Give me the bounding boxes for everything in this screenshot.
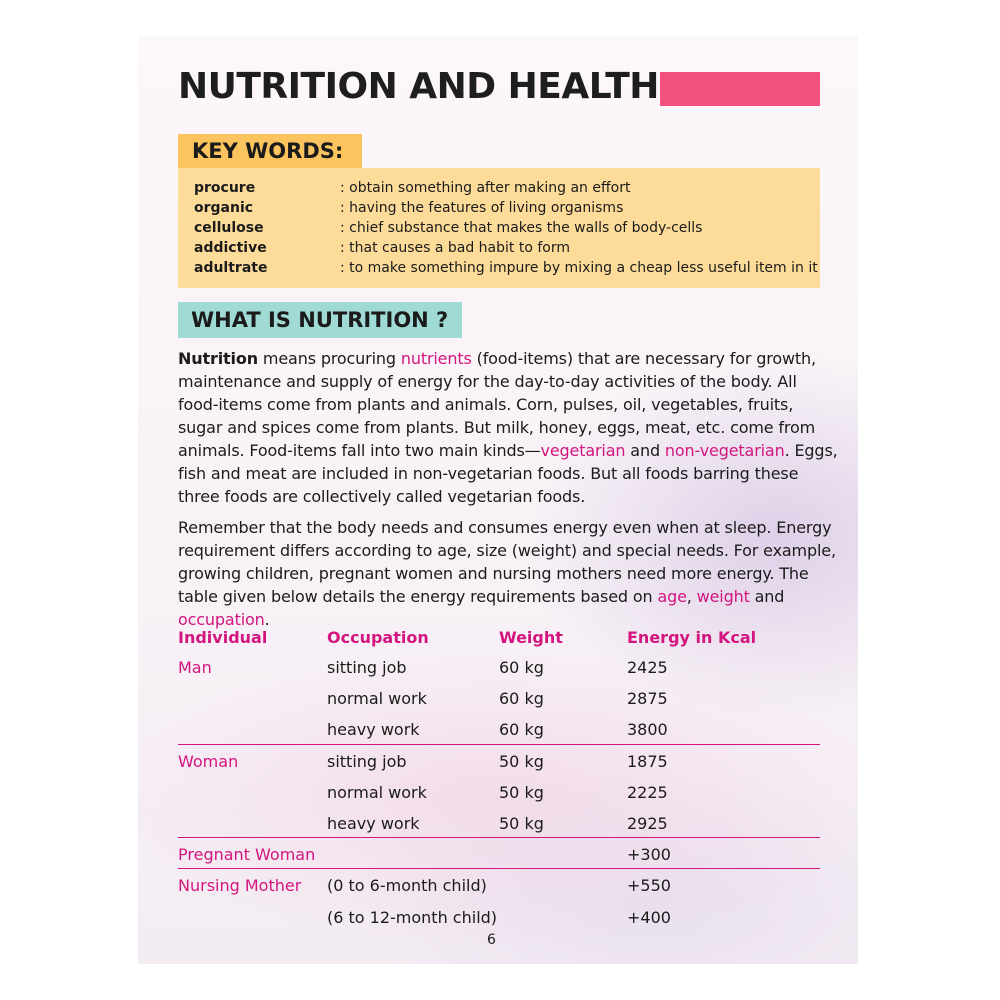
weight-cell: 60 kg — [499, 720, 544, 740]
occupation-cell: (0 to 6-month child) — [327, 876, 487, 896]
keyword-row — [194, 198, 623, 218]
keywords-box — [178, 168, 820, 288]
keyword-row — [194, 218, 702, 238]
weight-cell: 50 kg — [499, 814, 544, 833]
occupation-cell: (6 to 12-month child) — [327, 907, 498, 927]
weight-cell: 60 kg — [499, 658, 544, 677]
keyword-term: adultrate — [194, 260, 268, 276]
table-header-weight: Weight — [499, 628, 563, 647]
energy-cell: 3800 — [627, 720, 668, 740]
paragraph-nutrition: Nutrition means procuring nutrients (food-items) that are necessary for growth, maintenance and supply of energy for the day-to-day activities of the body. All food-items come from plants and animals. Corn, pulses, oil, vegetables, fruits, sugar and spices come from plants. But milk, honey, eggs, meat, etc. come from animals. Food-items fall into two main kinds—vegetarian and non-vegetarian. Eggs, fish and meat are included in non-vegetarian foods. But all foods barring these three foods are collectively called vegetarian foods. — [178, 349, 838, 506]
keyword-row — [194, 238, 570, 258]
keyword-definition: : obtain something after making an effort — [340, 180, 631, 196]
keyword-term: cellulose — [194, 220, 264, 236]
table-header-energy: Energy in Kcal — [627, 628, 757, 647]
highlight-vegetarian: vegetarian — [540, 441, 626, 460]
table-divider — [178, 744, 820, 745]
occupation-cell: normal work — [327, 782, 427, 802]
table-divider — [178, 868, 820, 869]
keyword-definition: : chief substance that makes the walls of body-cells — [340, 220, 703, 236]
highlight-non-vegetarian: non-vegetarian — [664, 441, 785, 460]
textbook-page — [138, 36, 858, 964]
energy-cell: +400 — [627, 907, 671, 927]
energy-cell: 2425 — [627, 658, 668, 677]
term-nutrition: Nutrition — [178, 349, 258, 368]
keyword-definition: : to make something impure by mixing a cheap less useful item in it — [340, 260, 818, 276]
individual-cell: Pregnant Woman — [178, 845, 316, 865]
table-header-individual: Individual — [178, 628, 268, 647]
energy-cell: +550 — [627, 876, 671, 896]
weight-cell: 50 kg — [499, 751, 544, 771]
occupation-cell: sitting job — [327, 751, 407, 771]
energy-cell: 2875 — [627, 689, 668, 709]
energy-cell: 2225 — [627, 782, 668, 802]
weight-cell: 50 kg — [499, 782, 544, 802]
occupation-cell: heavy work — [327, 814, 420, 833]
keyword-term: addictive — [194, 240, 267, 256]
individual-cell: Woman — [178, 751, 239, 771]
individual-cell: Man — [178, 658, 212, 677]
energy-cell: 2925 — [627, 814, 668, 833]
table-header-occupation: Occupation — [327, 628, 429, 647]
highlight-occupation: occupation — [178, 610, 265, 629]
title-accent-bar — [660, 72, 820, 106]
keyword-row — [194, 178, 630, 198]
energy-cell: +300 — [627, 845, 671, 865]
paragraph-energy: Remember that the body needs and consumes energy even when at sleep. Energy requirement differs according to age, size (weight) and special needs. For example, growing children, pregnant women and nursing mothers need more energy. The table given below details the energy requirements based on age, weight and occupation. — [178, 518, 836, 629]
highlight-age: age — [657, 587, 687, 606]
keywords-heading: KEY WORDS: — [178, 134, 362, 168]
page-title: NUTRITION AND HEALTH — [178, 66, 659, 107]
keyword-term: organic — [194, 200, 254, 216]
highlight-weight: weight — [696, 587, 750, 606]
table-divider — [178, 837, 820, 838]
keyword-definition: : that causes a bad habit to form — [340, 240, 570, 256]
keyword-term: procure — [194, 180, 256, 196]
keyword-row — [194, 258, 818, 278]
energy-cell: 1875 — [627, 751, 668, 771]
section-heading: WHAT IS NUTRITION ? — [178, 302, 462, 338]
page-number: 6 — [487, 932, 496, 948]
occupation-cell: normal work — [327, 689, 427, 709]
highlight-nutrients: nutrients — [400, 349, 472, 368]
keyword-definition: : having the features of living organisms — [340, 200, 624, 216]
individual-cell: Nursing Mother — [178, 876, 302, 896]
occupation-cell: sitting job — [327, 658, 407, 677]
weight-cell: 60 kg — [499, 689, 544, 709]
occupation-cell: heavy work — [327, 720, 420, 740]
